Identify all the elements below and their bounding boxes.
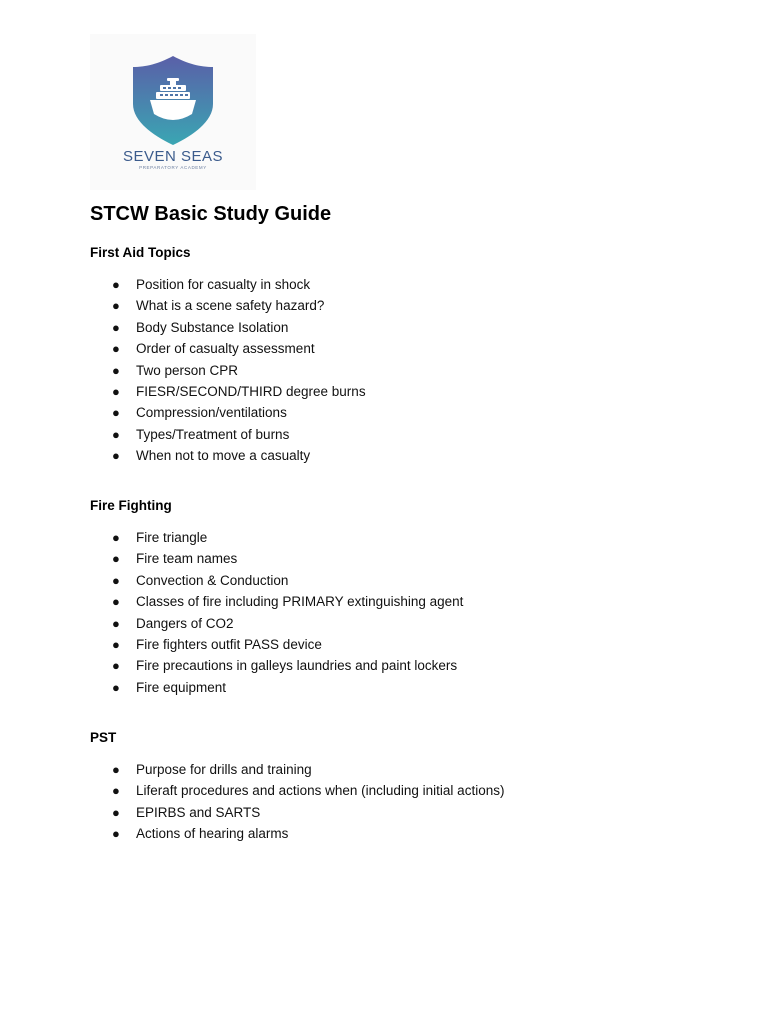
bullet-icon: ● [112, 594, 120, 610]
list-item-text: Dangers of CO2 [136, 615, 234, 631]
list-item-text: Position for casualty in shock [136, 277, 311, 292]
list-item-text: Two person CPR [136, 362, 239, 378]
list-item [90, 381, 730, 402]
list-item-text: Body Substance Isolation [136, 319, 289, 335]
list-item [90, 317, 730, 338]
list-item-text: EPIRBS and SARTS [136, 804, 261, 820]
bullet-icon: ● [112, 804, 120, 820]
bullet-icon: ● [112, 341, 120, 357]
logo-tagline: PREPARATORY ACADEMY [139, 165, 207, 170]
bullet-icon: ● [112, 405, 120, 421]
bullet-icon: ● [112, 679, 120, 695]
list-item [90, 274, 730, 295]
bullet-icon: ● [112, 277, 120, 292]
list-item [90, 424, 730, 445]
list-item-text: Fire precautions in galleys laundries and paint lockers [136, 658, 458, 674]
logo-wordmark: SEVEN SEAS [122, 148, 224, 165]
list-item-text: Compression/ventilations [136, 405, 287, 421]
list-item [90, 402, 730, 423]
list-item-text: FIESR/SECOND/THIRD degree burns [136, 383, 366, 399]
list-item-text: When not to move a casualty [136, 448, 311, 464]
fire-fighting-topic-list [90, 527, 730, 698]
list-item [90, 445, 730, 466]
bullet-icon: ● [112, 426, 120, 442]
first-aid-topic-list [90, 274, 730, 467]
bullet-icon: ● [112, 319, 120, 335]
pst-topic-list [90, 759, 730, 845]
bullet-icon: ● [112, 383, 120, 399]
list-item-text: Fire equipment [136, 679, 227, 695]
list-item [90, 823, 730, 844]
list-item-text: What is a scene safety hazard? [136, 298, 325, 314]
list-item-text: Convection & Conduction [136, 572, 289, 588]
bullet-icon: ● [112, 783, 120, 799]
list-item [90, 655, 730, 676]
list-item [90, 591, 730, 612]
list-item-text: Order of casualty assessment [136, 341, 315, 357]
list-item [90, 360, 730, 381]
bullet-icon: ● [112, 826, 120, 842]
list-item-text: Purpose for drills and training [136, 762, 312, 777]
list-item [90, 613, 730, 634]
bullet-icon: ● [112, 298, 120, 314]
bullet-icon: ● [112, 762, 120, 777]
bullet-icon: ● [112, 448, 120, 464]
list-item [90, 634, 730, 655]
section-title-first-aid: First Aid Topics [90, 245, 191, 260]
list-item [90, 527, 730, 548]
bullet-icon: ● [112, 572, 120, 588]
bullet-icon: ● [112, 530, 120, 545]
bullet-icon: ● [112, 551, 120, 567]
list-item [90, 759, 730, 780]
bullet-icon: ● [112, 615, 120, 631]
list-item [90, 548, 730, 569]
section-title-pst: PST [90, 730, 117, 745]
list-item-text: Types/Treatment of burns [136, 426, 290, 442]
list-item-text: Fire triangle [136, 530, 208, 545]
bullet-icon: ● [112, 362, 120, 378]
list-item [90, 570, 730, 591]
list-item [90, 338, 730, 359]
list-item-text: Actions of hearing alarms [136, 826, 289, 842]
list-item-text: Fire team names [136, 551, 238, 567]
section-title-fire-fighting: Fire Fighting [90, 498, 172, 513]
list-item-text: Fire fighters outfit PASS device [136, 636, 322, 652]
list-item [90, 780, 730, 801]
document-title: STCW Basic Study Guide [90, 203, 332, 225]
list-item [90, 295, 730, 316]
bullet-icon: ● [112, 658, 120, 674]
seven-seas-logo [90, 34, 256, 190]
bullet-icon: ● [112, 636, 120, 652]
list-item [90, 677, 730, 698]
list-item [90, 802, 730, 823]
list-item-text: Liferaft procedures and actions when (including initial actions) [136, 783, 505, 799]
list-item-text: Classes of fire including PRIMARY extinguishing agent [136, 594, 464, 610]
